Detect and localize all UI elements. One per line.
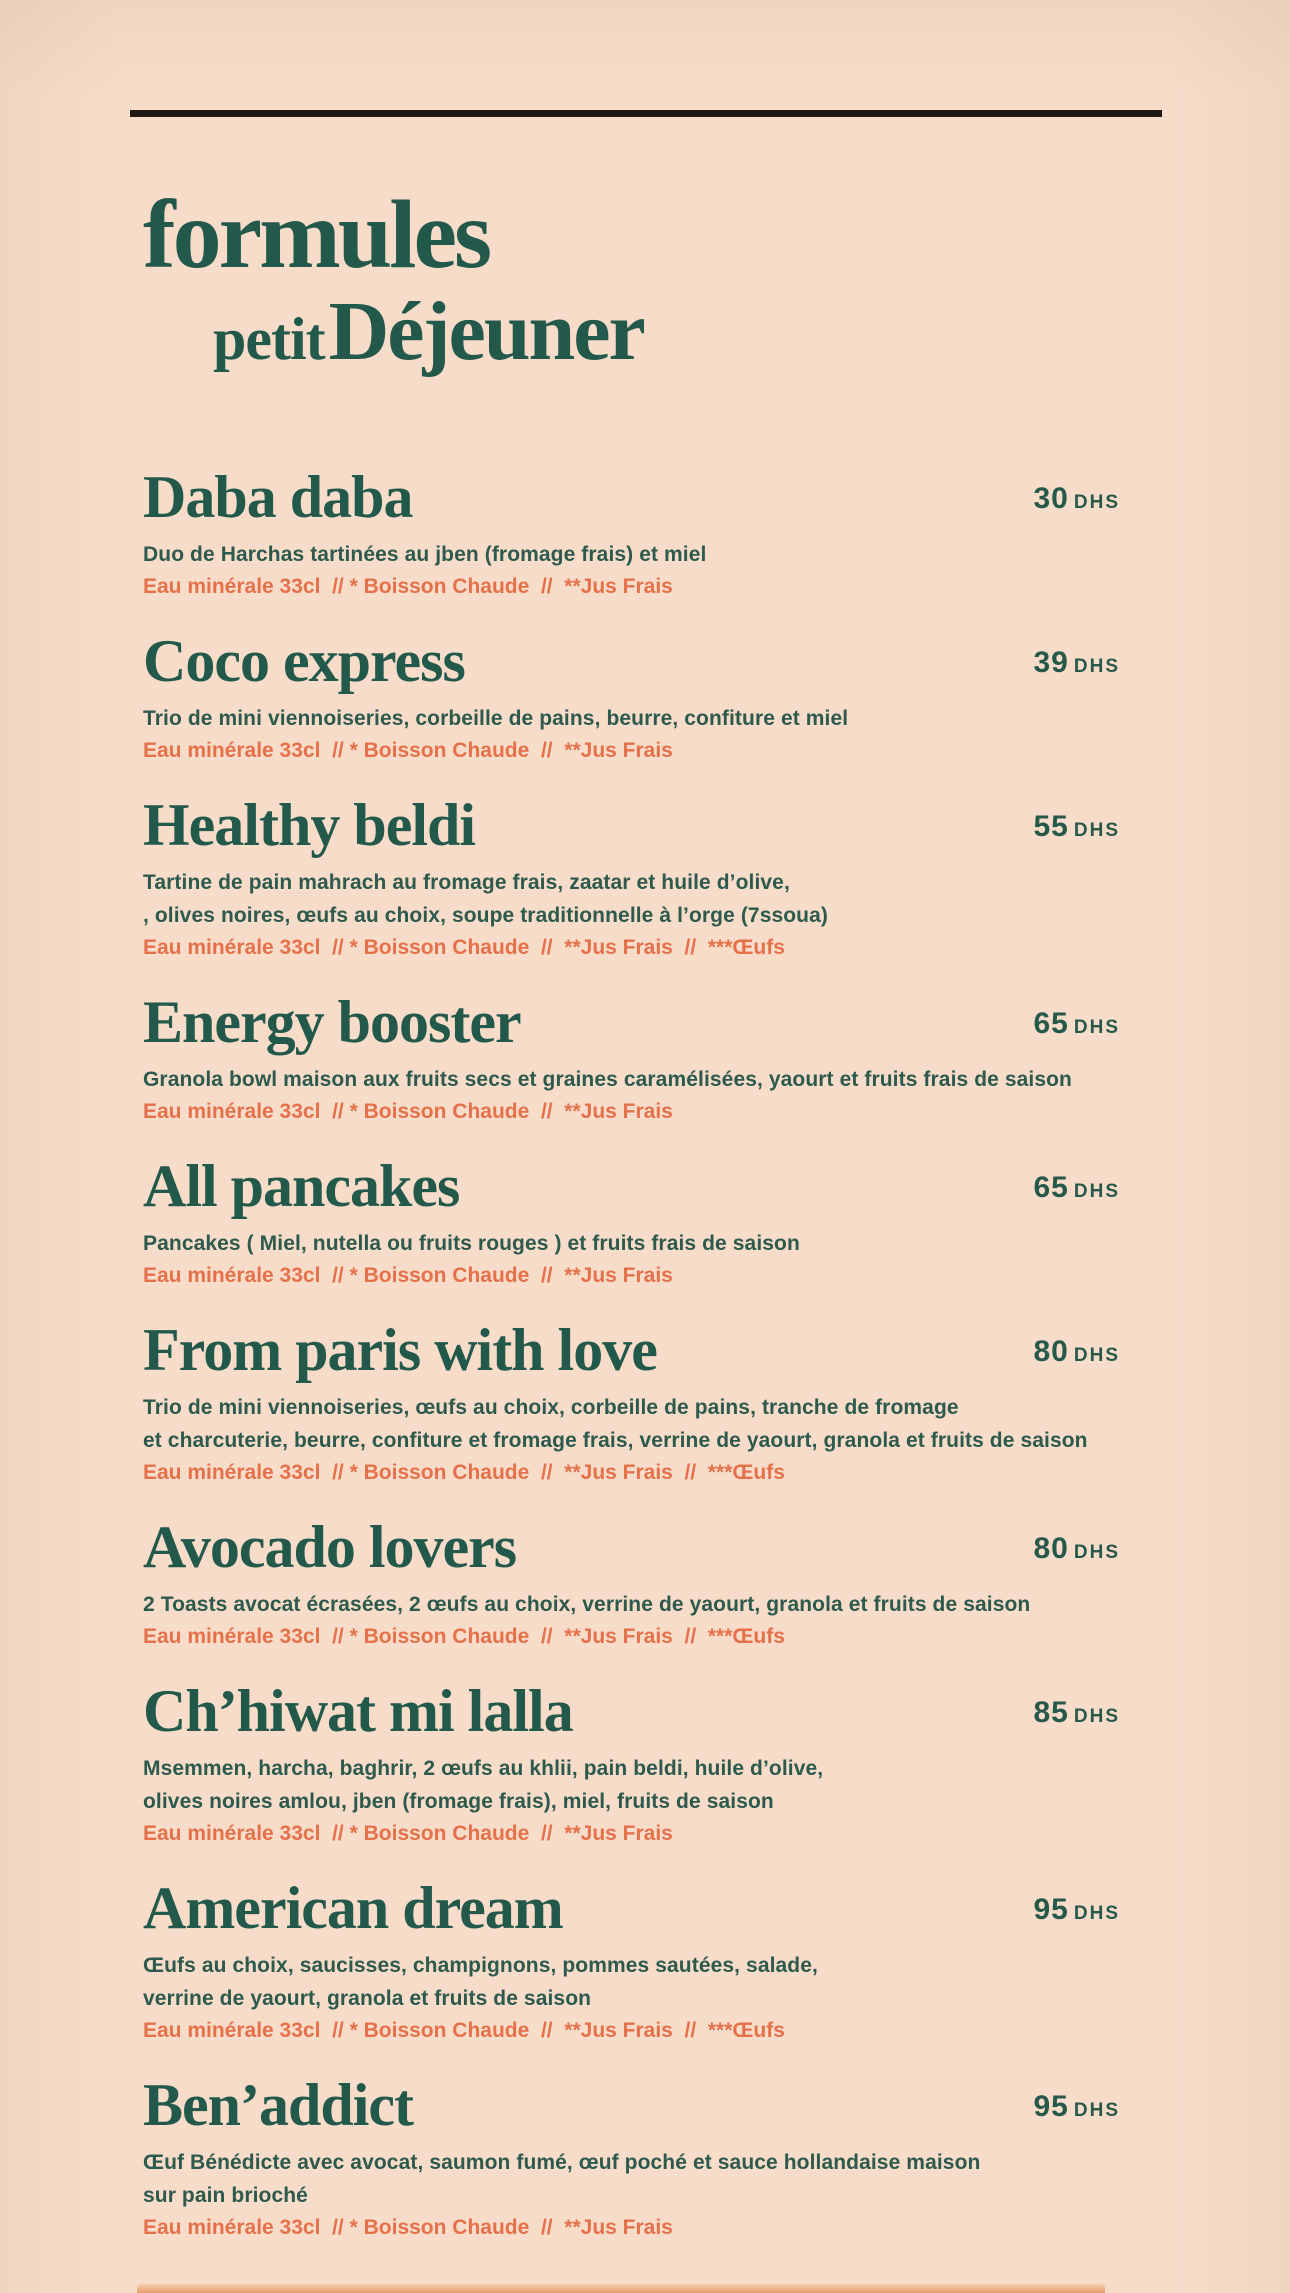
price-value: 85 xyxy=(1033,1696,1069,1729)
item-name: Energy booster xyxy=(143,989,521,1055)
item-price xyxy=(1034,466,1121,516)
item-name: American dream xyxy=(143,1875,563,1941)
item-price xyxy=(1034,1319,1121,1369)
item-price xyxy=(1034,991,1121,1041)
price-value: 30 xyxy=(1033,482,1069,515)
item-price xyxy=(1034,630,1121,680)
item-drinks-included: Eau minérale 33cl // * Boisson Chaude // **Jus Frais // ***Œufs xyxy=(143,936,785,959)
price-currency: DHS xyxy=(1073,2100,1120,2121)
item-head xyxy=(143,991,1120,1053)
menu-item-benaddict xyxy=(143,2074,1120,2243)
item-description: Msemmen, harcha, baghrir, 2 œufs au khlii, pain beldi, huile d’olive, xyxy=(143,1757,824,1780)
item-description: et charcuterie, beurre, confiture et fromage frais, verrine de yaourt, granola et fruits de saison xyxy=(143,1429,1088,1452)
item-name: From paris with love xyxy=(143,1317,657,1383)
item-head xyxy=(143,630,1120,692)
item-head xyxy=(143,1680,1120,1742)
item-description: Pancakes ( Miel, nutella ou fruits rouges ) et fruits frais de saison xyxy=(143,1232,800,1255)
item-description: Trio de mini viennoiseries, corbeille de pains, beurre, confiture et miel xyxy=(143,707,849,730)
price-value: 65 xyxy=(1033,1007,1069,1040)
menu-items-list xyxy=(143,466,1120,2271)
item-description: sur pain brioché xyxy=(143,2184,308,2207)
item-drinks-included: Eau minérale 33cl // * Boisson Chaude // **Jus Frais // ***Œufs xyxy=(143,2019,785,2042)
menu-subtitle-petit: petit xyxy=(213,305,325,372)
item-head xyxy=(143,1877,1120,1939)
item-description: Duo de Harchas tartinées au jben (fromage frais) et miel xyxy=(143,543,707,566)
price-currency: DHS xyxy=(1073,1345,1120,1366)
item-head xyxy=(143,1319,1120,1381)
item-head xyxy=(143,794,1120,856)
menu-subtitle xyxy=(213,284,644,378)
menu-item-healthy-beldi xyxy=(143,794,1120,963)
item-drinks-included: Eau minérale 33cl // * Boisson Chaude // **Jus Frais xyxy=(143,1264,673,1287)
price-value: 80 xyxy=(1033,1532,1069,1565)
item-price xyxy=(1034,1877,1121,1927)
item-name: Avocado lovers xyxy=(143,1514,517,1580)
price-currency: DHS xyxy=(1073,1706,1120,1727)
menu-item-energy-booster xyxy=(143,991,1120,1127)
price-currency: DHS xyxy=(1073,492,1120,513)
menu-item-from-paris-with-love xyxy=(143,1319,1120,1488)
menu-item-avocado-lovers xyxy=(143,1516,1120,1652)
item-description: verrine de yaourt, granola et fruits de saison xyxy=(143,1987,592,2010)
item-head xyxy=(143,1155,1120,1217)
item-name: Coco express xyxy=(143,628,465,694)
item-name: Daba daba xyxy=(143,464,413,530)
item-drinks-included: Eau minérale 33cl // * Boisson Chaude // **Jus Frais xyxy=(143,1100,673,1123)
item-drinks-included: Eau minérale 33cl // * Boisson Chaude // **Jus Frais xyxy=(143,739,673,762)
item-name: All pancakes xyxy=(143,1153,460,1219)
item-description: Œufs au choix, saucisses, champignons, pommes sautées, salade, xyxy=(143,1954,818,1977)
menu-item-all-pancakes xyxy=(143,1155,1120,1291)
price-currency: DHS xyxy=(1073,1017,1120,1038)
menu-title xyxy=(143,181,644,378)
item-drinks-included: Eau minérale 33cl // * Boisson Chaude // **Jus Frais xyxy=(143,1822,673,1845)
item-head xyxy=(143,2074,1120,2136)
price-value: 95 xyxy=(1033,1893,1069,1926)
price-currency: DHS xyxy=(1073,656,1120,677)
item-head xyxy=(143,1516,1120,1578)
item-description: , olives noires, œufs au choix, soupe traditionnelle à l’orge (7ssoua) xyxy=(143,904,828,927)
price-value: 95 xyxy=(1033,2090,1069,2123)
item-drinks-included: Eau minérale 33cl // * Boisson Chaude // **Jus Frais xyxy=(143,2216,673,2239)
item-drinks-included: Eau minérale 33cl // * Boisson Chaude // **Jus Frais // ***Œufs xyxy=(143,1625,785,1648)
item-description: Tartine de pain mahrach au fromage frais, zaatar et huile d’olive, xyxy=(143,871,790,894)
item-description: 2 Toasts avocat écrasées, 2 œufs au choix, verrine de yaourt, granola et fruits de saison xyxy=(143,1593,1031,1616)
item-description: Trio de mini viennoiseries, œufs au choix, corbeille de pains, tranche de fromage xyxy=(143,1396,959,1419)
price-value: 55 xyxy=(1033,810,1069,843)
item-price xyxy=(1034,1680,1121,1730)
menu-item-coco-express xyxy=(143,630,1120,766)
bottom-divider-rule xyxy=(137,2284,1105,2293)
item-drinks-included: Eau minérale 33cl // * Boisson Chaude // **Jus Frais xyxy=(143,575,673,598)
item-price xyxy=(1034,1155,1121,1205)
item-description: Œuf Bénédicte avec avocat, saumon fumé, œuf poché et sauce hollandaise maison xyxy=(143,2151,981,2174)
price-value: 39 xyxy=(1033,646,1069,679)
item-price xyxy=(1034,794,1121,844)
menu-title-formules: formules xyxy=(143,181,490,289)
item-name: Healthy beldi xyxy=(143,792,476,858)
price-currency: DHS xyxy=(1073,820,1120,841)
menu-item-daba-daba xyxy=(143,466,1120,602)
menu-item-american-dream xyxy=(143,1877,1120,2046)
price-value: 65 xyxy=(1033,1171,1069,1204)
menu-item-chhiwat-mi-lalla xyxy=(143,1680,1120,1849)
item-head xyxy=(143,466,1120,528)
item-description: Granola bowl maison aux fruits secs et graines caramélisées, yaourt et fruits frais de saison xyxy=(143,1068,1072,1091)
menu-subtitle-dejeuner: Déjeuner xyxy=(328,284,644,378)
price-currency: DHS xyxy=(1073,1542,1120,1563)
item-name: Ben’addict xyxy=(143,2072,414,2138)
price-value: 80 xyxy=(1033,1335,1069,1368)
item-price xyxy=(1034,1516,1121,1566)
item-description: olives noires amlou, jben (fromage frais), miel, fruits de saison xyxy=(143,1790,774,1813)
price-currency: DHS xyxy=(1073,1181,1120,1202)
item-drinks-included: Eau minérale 33cl // * Boisson Chaude // **Jus Frais // ***Œufs xyxy=(143,1461,785,1484)
item-name: Ch’hiwat mi lalla xyxy=(143,1678,573,1744)
item-price xyxy=(1034,2074,1121,2124)
price-currency: DHS xyxy=(1073,1903,1120,1924)
top-divider-rule xyxy=(130,110,1162,117)
